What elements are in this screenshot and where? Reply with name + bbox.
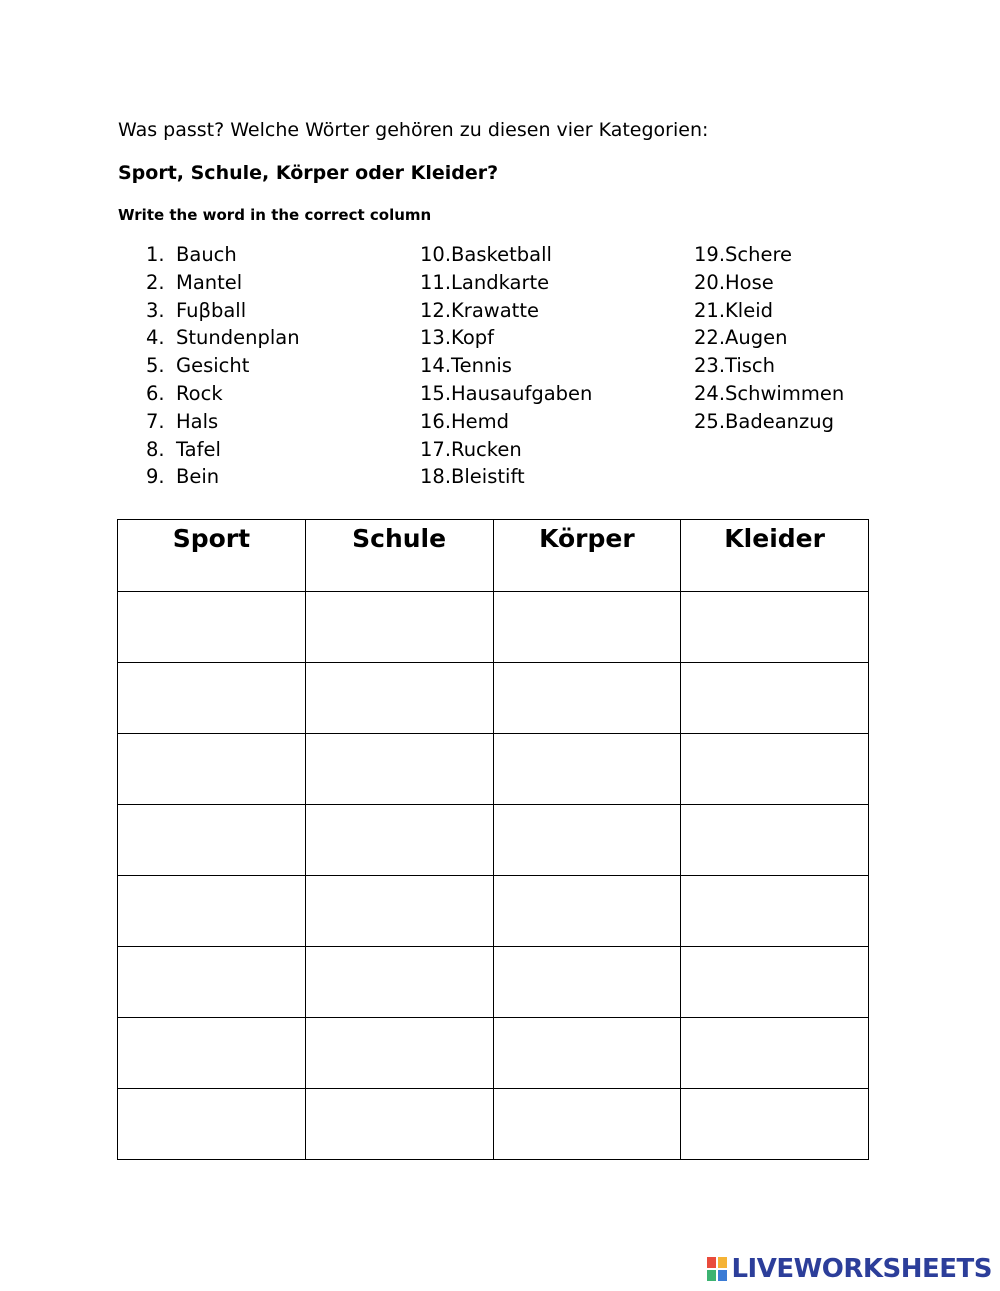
word-number: 21. xyxy=(694,298,726,322)
word-text: Hemd xyxy=(451,409,510,433)
word-text: Schwimmen xyxy=(725,381,845,405)
word-list-column-2 xyxy=(420,241,592,491)
word-text: Kopf xyxy=(451,326,495,350)
word-number: 22. xyxy=(694,326,726,350)
logo-tile xyxy=(706,1269,717,1282)
word-item xyxy=(694,324,844,352)
word-number: 25. xyxy=(694,409,726,433)
word-text: Tennis xyxy=(451,354,512,378)
word-number: 20. xyxy=(694,270,726,294)
answer-cell[interactable] xyxy=(493,947,681,1018)
answer-cell[interactable] xyxy=(681,734,869,805)
answer-cell[interactable] xyxy=(493,734,681,805)
answer-cell[interactable] xyxy=(493,663,681,734)
answer-cell[interactable] xyxy=(305,1089,493,1160)
word-text: Tafel xyxy=(176,437,221,461)
word-text: Gesicht xyxy=(176,354,250,378)
logo-tile xyxy=(706,1256,717,1269)
word-number: 2. xyxy=(146,270,165,294)
header-schule: Schule xyxy=(305,520,493,592)
word-number: 18. xyxy=(420,465,452,489)
word-text: Schere xyxy=(725,243,793,266)
answer-cell[interactable] xyxy=(681,876,869,947)
word-item xyxy=(420,324,592,352)
instruction-question: Was passt? Welche Wörter gehören zu diesen vier Kategorien: xyxy=(118,119,709,141)
word-item xyxy=(146,297,300,325)
answer-cell[interactable] xyxy=(493,1018,681,1089)
word-number: 5. xyxy=(146,354,165,378)
word-text: Augen xyxy=(725,326,788,350)
word-item xyxy=(420,463,592,491)
table-row xyxy=(118,876,869,947)
word-item xyxy=(420,436,592,464)
word-item xyxy=(146,241,300,269)
table-row xyxy=(118,805,869,876)
word-text: Bein xyxy=(176,465,220,489)
liveworksheets-logo xyxy=(706,1253,992,1285)
word-number: 8. xyxy=(146,437,165,461)
answer-cell[interactable] xyxy=(681,1089,869,1160)
word-text: Rock xyxy=(176,381,223,405)
logo-tile xyxy=(717,1269,728,1282)
answer-cell[interactable] xyxy=(305,663,493,734)
table-row xyxy=(118,663,869,734)
word-number: 4. xyxy=(146,326,165,350)
word-list-column-1 xyxy=(146,241,300,491)
word-number: 16. xyxy=(420,409,452,433)
word-item xyxy=(146,463,300,491)
word-item xyxy=(420,297,592,325)
table-header-row xyxy=(118,520,869,592)
word-item xyxy=(146,269,300,297)
word-number: 11. xyxy=(420,270,452,294)
word-item xyxy=(420,269,592,297)
answer-cell[interactable] xyxy=(305,1018,493,1089)
answer-cell[interactable] xyxy=(493,805,681,876)
table-row xyxy=(118,592,869,663)
word-number: 12. xyxy=(420,298,452,322)
word-number: 3. xyxy=(146,298,165,322)
word-text: Badeanzug xyxy=(725,409,834,433)
word-item xyxy=(694,408,844,436)
word-item xyxy=(420,241,592,269)
table-row xyxy=(118,1018,869,1089)
word-item xyxy=(694,380,844,408)
word-number: 15. xyxy=(420,381,452,405)
liveworksheets-logo-icon xyxy=(706,1256,728,1282)
logo-text: LIVEWORKSHEETS xyxy=(731,1254,992,1284)
word-number: 23. xyxy=(694,354,726,378)
answer-cell[interactable] xyxy=(681,1018,869,1089)
word-text: Rucken xyxy=(451,437,522,461)
answer-cell[interactable] xyxy=(493,592,681,663)
word-item xyxy=(420,408,592,436)
answer-cell[interactable] xyxy=(305,592,493,663)
word-text: Mantel xyxy=(176,270,243,294)
table-row xyxy=(118,947,869,1018)
header-sport: Sport xyxy=(118,520,306,592)
word-number: 17. xyxy=(420,437,452,461)
word-item xyxy=(694,352,844,380)
answer-cell[interactable] xyxy=(118,1089,306,1160)
word-number: 1. xyxy=(146,243,165,266)
table-row xyxy=(118,734,869,805)
answer-cell[interactable] xyxy=(681,663,869,734)
sorting-table-body xyxy=(118,592,869,1160)
table-row xyxy=(118,1089,869,1160)
logo-tile xyxy=(717,1256,728,1269)
word-item xyxy=(146,408,300,436)
word-item xyxy=(146,324,300,352)
word-item xyxy=(146,352,300,380)
word-text: Basketball xyxy=(451,243,552,266)
word-number: 6. xyxy=(146,381,165,405)
word-text: Hose xyxy=(725,270,774,294)
answer-cell[interactable] xyxy=(118,734,306,805)
word-item xyxy=(146,380,300,408)
word-number: 7. xyxy=(146,409,165,433)
answer-cell[interactable] xyxy=(681,592,869,663)
word-number: 14. xyxy=(420,354,452,378)
word-item xyxy=(694,269,844,297)
answer-cell[interactable] xyxy=(305,947,493,1018)
header-koerper: Körper xyxy=(493,520,681,592)
word-text: Tisch xyxy=(725,354,775,378)
answer-cell[interactable] xyxy=(493,1089,681,1160)
word-item xyxy=(694,241,844,269)
word-number: 24. xyxy=(694,381,726,405)
word-item xyxy=(146,436,300,464)
word-item xyxy=(420,352,592,380)
answer-cell[interactable] xyxy=(118,947,306,1018)
word-text: Bauch xyxy=(176,243,237,266)
answer-cell[interactable] xyxy=(305,734,493,805)
word-text: Fuβball xyxy=(176,298,247,322)
word-text: Landkarte xyxy=(451,270,550,294)
word-item xyxy=(420,380,592,408)
word-text: Kleid xyxy=(725,298,774,322)
word-number: 13. xyxy=(420,326,452,350)
word-number: 19. xyxy=(694,243,726,266)
answer-cell[interactable] xyxy=(681,805,869,876)
word-number: 9. xyxy=(146,465,165,489)
word-list-column-3 xyxy=(694,241,844,436)
answer-cell[interactable] xyxy=(681,947,869,1018)
word-text: Hals xyxy=(176,409,219,433)
answer-cell[interactable] xyxy=(118,592,306,663)
word-text: Bleistift xyxy=(451,465,525,489)
instruction-task: Write the word in the correct column xyxy=(118,206,432,224)
sorting-table xyxy=(117,519,869,1160)
word-text: Stundenplan xyxy=(176,326,300,350)
header-kleider: Kleider xyxy=(681,520,869,592)
answer-cell[interactable] xyxy=(493,876,681,947)
instruction-categories: Sport, Schule, Körper oder Kleider? xyxy=(118,162,499,184)
word-number: 10. xyxy=(420,243,452,266)
answer-cell[interactable] xyxy=(118,876,306,947)
answer-cell[interactable] xyxy=(305,805,493,876)
word-text: Hausaufgaben xyxy=(451,381,593,405)
answer-cell[interactable] xyxy=(118,805,306,876)
word-text: Krawatte xyxy=(451,298,539,322)
word-item xyxy=(694,297,844,325)
answer-cell[interactable] xyxy=(305,876,493,947)
answer-cell[interactable] xyxy=(118,663,306,734)
answer-cell[interactable] xyxy=(118,1018,306,1089)
